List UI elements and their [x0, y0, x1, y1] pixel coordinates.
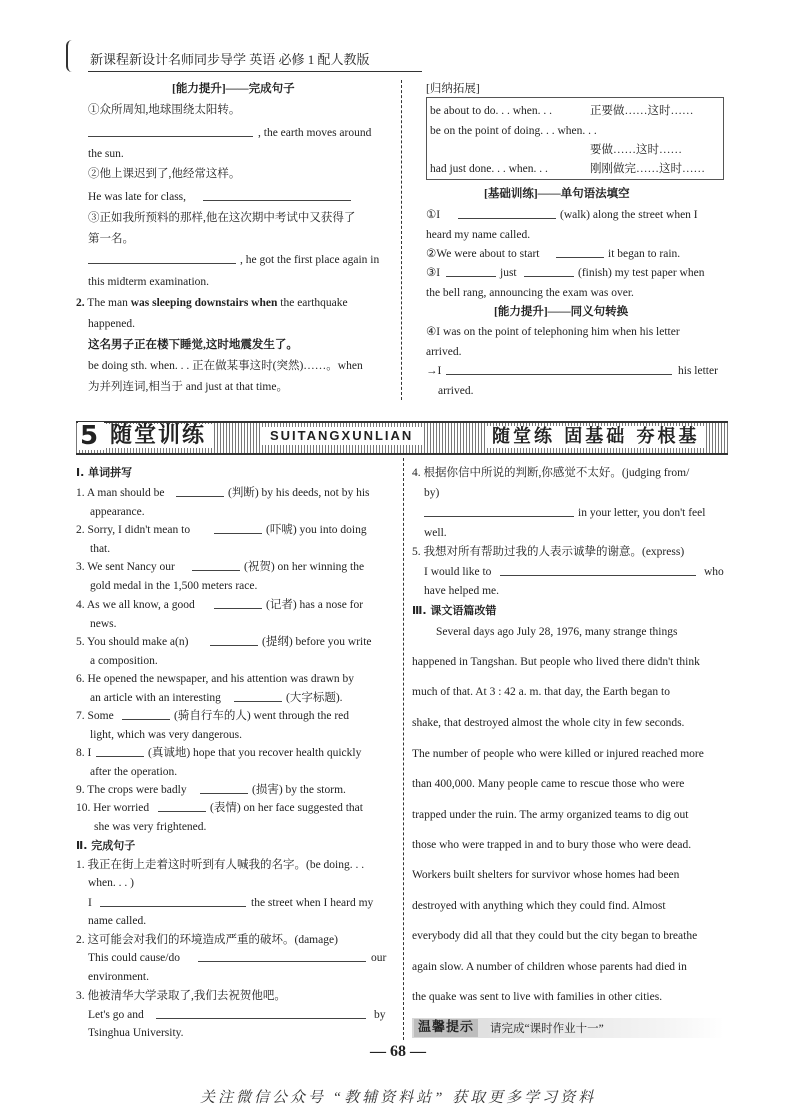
rt-b3-d: the bell rang, announcing the exam was over. — [426, 287, 634, 299]
footer-note: 关注微信公众号 “教辅资料站” 获取更多学习资料 — [200, 1090, 597, 1106]
rt-b1-c: heard my name called. — [426, 229, 531, 241]
rt-c1-c: →I — [426, 365, 442, 377]
p1-8-b: (真诚地) hope that you recover health quickly — [148, 747, 362, 759]
tip-label: 温馨提示 — [414, 1019, 478, 1037]
p1-3-a: 3. We sent Nancy our — [76, 561, 175, 573]
p3-line-7: trapped under the ruin. The army organized teams to dig out — [412, 809, 689, 821]
lt-item2-num: 2. — [76, 297, 85, 309]
rt-c1-b: arrived. — [426, 346, 462, 358]
p1-10-blank[interactable] — [158, 800, 206, 812]
lt-q3-cn-1: ③正如我所预料的那样,他在这次期中考试中又获得了 — [88, 212, 356, 224]
p2-4-blank[interactable] — [424, 505, 574, 517]
column-divider-top — [401, 80, 402, 400]
p1-1-c: appearance. — [90, 506, 145, 518]
summary-row-4-en: had just done. . . when. . . — [430, 163, 548, 175]
lt-item2-b: the earthquake — [277, 297, 348, 309]
lt-item2-bold: was sleeping downstairs when — [130, 297, 278, 309]
p3-line-1: Several days ago July 28, 1976, many strange things — [436, 626, 678, 638]
p2-3-b: by — [374, 1009, 386, 1021]
p1-4-b: (记者) has a nose for — [266, 599, 364, 611]
lt-q1-en-cont: the sun. — [88, 148, 124, 160]
rt-b1-a: ①I — [426, 209, 441, 221]
p1-4-blank[interactable] — [214, 597, 262, 609]
p3-line-3: much of that. At 3 : 42 a. m. that day, the Earth began to — [412, 686, 670, 698]
p1-9-a: 9. The crops were badly — [76, 784, 187, 796]
p2-1-cn2: when. . . ) — [88, 877, 134, 889]
lt-q3-blank[interactable] — [88, 252, 236, 264]
column-divider-bottom — [403, 458, 404, 1040]
rt-b1-blank[interactable] — [458, 207, 556, 219]
p3-line-4: shake, that destroyed almost the whole city in few seconds. — [412, 717, 685, 729]
rt-b2-blank[interactable] — [556, 246, 604, 258]
lt-item2-cn: 这名男子正在楼下睡觉,这时地震发生了。 — [88, 339, 298, 351]
banner-pinyin: SUITANGXUNLIAN — [260, 427, 423, 445]
summary-label: [归纳拓展] — [426, 83, 480, 95]
p2-3-c: Tsinghua University. — [88, 1027, 184, 1039]
p2-1-a: I — [88, 897, 92, 909]
lt-item2-note-1: be doing sth. when. . . 正在做某事这时(突然)……。when — [88, 360, 363, 372]
p1-3-blank[interactable] — [192, 559, 240, 571]
p3-line-12: again slow. A number of children whose parents had died in — [412, 961, 687, 973]
p1-7-b: (骑自行车的人) went through the red — [174, 710, 350, 722]
p2-3-a: Let's go and — [88, 1009, 144, 1021]
p1-4-c: news. — [90, 618, 117, 630]
lt-item2-line2: happened. — [88, 318, 135, 330]
lt-q2-en: He was late for class, — [88, 191, 187, 203]
lt-q1-en: , the earth moves around — [258, 127, 372, 139]
p2-4-a: in your letter, you don't feel — [578, 507, 706, 519]
part1-heading: Ⅰ. 单词拼写 — [76, 466, 133, 479]
p1-7-blank[interactable] — [122, 708, 170, 720]
p1-6-tail: (大字标题). — [286, 692, 343, 704]
rt-b3-blank-1[interactable] — [446, 265, 496, 277]
p1-2-blank[interactable] — [214, 522, 262, 534]
page-number: — 68 — — [370, 1043, 426, 1060]
p3-line-13: the quake was sent to live with families in other cities. — [412, 991, 663, 1003]
rt-b3-a: ③I — [426, 267, 441, 279]
summary-row-3-cn: 要做……这时…… — [590, 144, 682, 156]
p2-3-blank[interactable] — [156, 1007, 366, 1019]
p2-1-c: name called. — [88, 915, 147, 927]
lt-q2-cn: ②他上课迟到了,他经常这样。 — [88, 168, 241, 180]
rt-c1-d: his letter — [678, 365, 718, 377]
lt-q1-cn: ①众所周知,地球围绕太阳转。 — [88, 104, 241, 116]
lt-q3-cn-2: 第一名。 — [88, 233, 134, 245]
p1-1-blank[interactable] — [176, 485, 224, 497]
p2-5-b: who — [704, 566, 724, 578]
p2-2-b: our — [371, 952, 387, 964]
p2-5-cn: 5. 我想对所有帮助过我的人表示诚挚的谢意。(express) — [412, 546, 685, 558]
p1-10-a: 10. Her worried — [76, 802, 150, 814]
ability-heading-right: [能力提升]——同义句转换 — [494, 306, 629, 318]
rt-b1-b: (walk) along the street when I — [560, 209, 698, 221]
rt-b3-b: just — [500, 267, 517, 279]
lt-q3-en-cont: this midterm examination. — [88, 276, 210, 288]
p2-1-b: the street when I heard my — [251, 897, 374, 909]
p1-3-c: gold medal in the 1,500 meters race. — [90, 580, 258, 592]
p1-6-a: 6. He opened the newspaper, and his attention was drawn by — [76, 673, 355, 685]
p2-5-c: have helped me. — [424, 585, 500, 597]
p1-5-b: (提纲) before you write — [262, 636, 372, 648]
p1-8-a: 8. I — [76, 747, 92, 759]
summary-row-2-en: be on the point of doing. . . when. . . — [430, 125, 597, 137]
p1-9-blank[interactable] — [200, 782, 248, 794]
p1-5-a: 5. You should make a(n) — [76, 636, 189, 648]
p3-line-8: those who were trapped in and to bury those who were dead. — [412, 839, 692, 851]
p3-line-11: everybody did all that they could but the city began to breathe — [412, 930, 698, 942]
summary-row-1-cn: 正要做……这时…… — [590, 105, 694, 117]
lt-q1-blank[interactable] — [88, 125, 253, 137]
rt-c1-e: arrived. — [438, 385, 474, 397]
p1-1-a: 1. A man should be — [76, 487, 165, 499]
p2-2-a: This could cause/do — [88, 952, 180, 964]
p2-5-a: I would like to — [424, 566, 492, 578]
p1-10-c: she was very frightened. — [94, 821, 207, 833]
p3-line-5: The number of people who were killed or injured reached more — [412, 748, 704, 760]
p3-line-2: happened in Tangshan. But people who lived there didn't think — [412, 656, 700, 668]
p1-2-c: that. — [90, 543, 111, 555]
p2-2-blank[interactable] — [198, 950, 366, 962]
p1-10-b: (表情) on her face suggested that — [210, 802, 363, 814]
p1-3-b: (祝贺) on her winning the — [244, 561, 365, 573]
p2-4-cn: 4. 根据你信中所说的判断,你感觉不太好。(judging from/ — [412, 467, 690, 479]
p2-2-c: environment. — [88, 971, 149, 983]
p1-5-blank[interactable] — [210, 634, 258, 646]
p1-6-blank[interactable] — [234, 690, 282, 702]
rt-c1-blank[interactable] — [446, 363, 672, 375]
lt-item2-note-2: 为并列连词,相当于 and just at that time。 — [88, 381, 288, 393]
lt-item2-a: The man — [87, 297, 131, 309]
banner-slogan: 随堂练 固基础 夯根基 — [486, 426, 706, 448]
p1-5-c: a composition. — [90, 655, 158, 667]
p1-8-blank[interactable] — [96, 745, 144, 757]
basic-training-heading: [基础训练]——单句语法填空 — [484, 188, 630, 200]
part3-heading: Ⅲ. 课文语篇改错 — [412, 604, 497, 617]
p3-line-10: destroyed with anything which they could find. Almost — [412, 900, 666, 912]
p2-3-cn: 3. 他被清华大学录取了,我们去祝贺他吧。 — [76, 990, 286, 1002]
lt-item2-line1 — [76, 296, 348, 310]
banner-title: 随堂训练 — [104, 424, 212, 448]
tip-text: 请完成“课时作业十一” — [490, 1023, 604, 1035]
header-title: 新课程新设计名师同步导学 英语 必修 1 配人教版 — [90, 52, 370, 67]
p1-2-b: (吓唬) you into doing — [266, 524, 367, 536]
rt-b3-c: (finish) my test paper when — [578, 267, 705, 279]
p1-6-c: an article with an interesting — [90, 692, 221, 704]
p2-1-blank[interactable] — [100, 895, 246, 907]
p1-7-a: 7. Some — [76, 710, 114, 722]
p1-7-c: light, which was very dangerous. — [90, 729, 243, 741]
p2-5-blank[interactable] — [500, 564, 696, 576]
p3-line-6: than 400,000. Many people came to rescue those who were — [412, 778, 685, 790]
p2-1-cn: 1. 我正在街上走着这时听到有人喊我的名字。(be doing. . . — [76, 859, 365, 871]
p1-9-b: (损害) by the storm. — [252, 784, 346, 796]
lt-q3-en: , he got the first place again in — [240, 254, 380, 266]
part2-heading: Ⅱ. 完成句子 — [76, 839, 136, 852]
lt-q2-blank[interactable] — [203, 189, 351, 201]
p2-2-cn: 2. 这可能会对我们的环境造成严重的破坏。(damage) — [76, 934, 338, 946]
left-ability-heading: [能力提升]——完成句子 — [172, 83, 295, 95]
header-bracket — [66, 40, 76, 72]
summary-row-1-en: be about to do. . . when. . . — [430, 105, 553, 117]
p2-4-cn2: by) — [424, 487, 440, 499]
rt-b2-a: ②We were about to start — [426, 248, 540, 260]
summary-row-4-cn: 刚刚做完……这时…… — [590, 163, 705, 175]
rt-b2-b: it began to rain. — [608, 248, 681, 260]
rt-b3-blank-2[interactable] — [524, 265, 574, 277]
header-rule — [88, 71, 422, 72]
p2-4-b: well. — [424, 527, 447, 539]
p3-line-9: Workers built shelters for survivor whose homes had been — [412, 869, 680, 881]
p1-4-a: 4. As we all know, a good — [76, 599, 195, 611]
p1-2-a: 2. Sorry, I didn't mean to — [76, 524, 191, 536]
rt-c1-a: ④I was on the point of telephoning him when his letter — [426, 326, 680, 338]
p1-8-c: after the operation. — [90, 766, 178, 778]
p1-1-b: (判断) by his deeds, not by his — [228, 487, 370, 499]
banner-number: 5 — [78, 422, 104, 450]
